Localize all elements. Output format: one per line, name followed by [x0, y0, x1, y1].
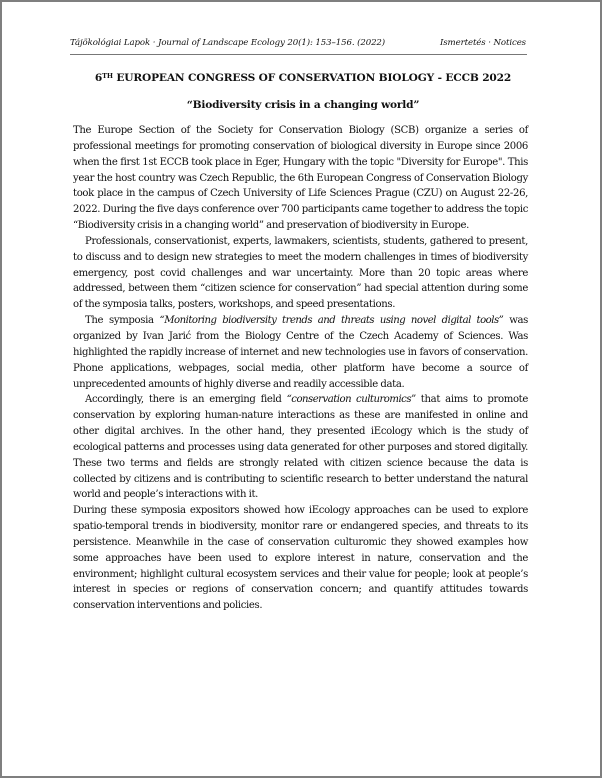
article-subtitle: “Biodiversity crisis in a changing world” [186, 99, 420, 111]
paragraph-4-lead: Accordingly, there is an emerging field [85, 394, 287, 406]
header-divider [70, 54, 527, 55]
section-label: Ismertetés · Notices [439, 38, 526, 48]
article-title [62, 72, 544, 84]
article-body [73, 123, 528, 614]
paragraph-4 [73, 392, 528, 503]
title-number: 6 [94, 72, 103, 84]
paragraph-4-rest: that aims to promote conservation by exploring human-nature interactions as these are manifested in online and other digital archives. In the other hand, they presented iEcology which is the study of ecological patterns and processes using data generated for other purposes and stored digitally. These two terms and fields are strongly related with citizen science because the data is collected by citizens and is contributing to scientific research to better understand the natural world and people’s interactions with it. [73, 394, 528, 501]
running-header [70, 38, 526, 54]
field-term: “conservation culturomics” [286, 394, 416, 406]
title-ordinal-suffix: TH [102, 72, 113, 80]
paragraph-3-rest: was organized by Ivan Jarić from the Biology Centre of the Czech Academy of Sciences. Was highlighted the rapidly increase of internet and new technologies use in favors of conservation. Phone applications, webpages, social media, other platform have become a source of unprecedented amounts of highly diverse and readily accessible data. [73, 315, 528, 390]
paragraph-5: During these symposia expositors showed how iEcology approaches can be used to explore spatio-temporal trends in biodiversity, monitor rare or endangered species, and threats to its persistence. Meanwhile in the case of conservation culturomic they showed examples how some approaches have been used to explore interest in nature, conservation and the environment; highlight cultural ecosystem services and their value for people; look at people’s interest in species or regions of conservation concern; and quantify attitudes towards conservation interventions and policies. [73, 505, 528, 612]
paragraph-3-lead: The symposia [85, 315, 160, 327]
paragraph-2: Professionals, conservationist, experts, lawmakers, scientists, students, gathered to present, to discuss and to design new strategies to meet the modern challenges in times of biodiversity emergency, post covid challenges and war uncertainty. More than 20 topic areas where addressed, between them “citizen science for conservation” had special attention during some of the symposia talks, posters, workshops, and speed presentations. [73, 235, 528, 311]
paragraph-1: The Europe Section of the Society for Conservation Biology (SCB) organize a series of professional meetings for promoting conservation of biological diversity in Europe since 2006 when the first 1st ECCB took place in Eger, Hungary with the topic "Diversity for Europe". This year the host country was Czech Republic, the 6th European Congress of Conservation Biology took place in the campus of Czech University of Life Sciences Prague (CZU) on August 22-26, 2022. During the five days conference over 700 participants came together to address the topic “Biodiversity crisis in a changing world” and preservation of biodiversity in Europe. [73, 125, 528, 232]
paragraph-3 [73, 313, 528, 392]
symposium-title: “Monitoring biodiversity trends and threats using novel digital tools” [159, 315, 504, 327]
journal-citation: Tájökológiai Lapok · Journal of Landscape Ecology 20(1): 153–156. (2022) [70, 38, 386, 48]
title-text: EUROPEAN CONGRESS OF CONSERVATION BIOLOGY - ECCB 2022 [112, 72, 512, 84]
